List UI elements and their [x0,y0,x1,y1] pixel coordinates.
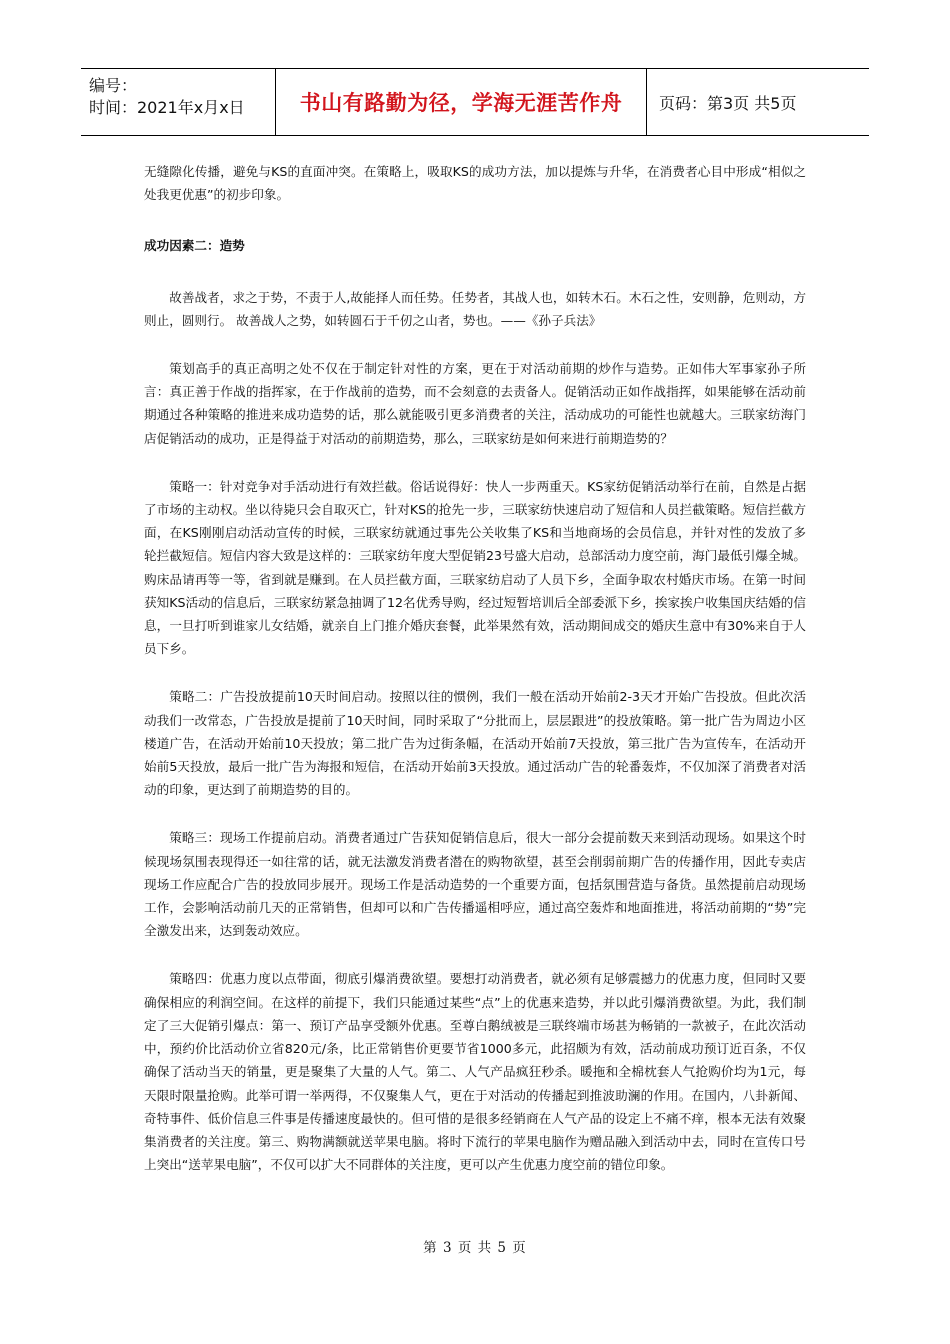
header-page-cell [647,69,869,135]
paragraph-strategy-1: 策略一：针对竞争对手活动进行有效拦截。俗话说得好：快人一步两重天。KS家纺促销活动举行在前，自然是占据了市场的主动权。坐以待毙只会自取灭亡，针对KS的抢先一步，三联家纺快速启动了短信和人员拦截策略。短信拦截方面，在KS刚刚启动活动宣传的时候，三联家纺就通过事先公关收集了KS和当地商场的会员信息，并针对性的发放了多轮拦截短信。短信内容大致是这样的：三联家纺年度大型促销23号盛大启动，总部活动力度空前，海门最低引爆全城。购床品请再等一等，省到就是赚到。在人员拦截方面，三联家纺启动了人员下乡，全面争取农村婚庆市场。在第一时间获知KS活动的信息后，三联家纺紧急抽调了12名优秀导购，经过短暂培训后全部委派下乡，挨家挨户收集国庆结婚的信息，一旦打听到谁家儿女结婚，就亲自上门推介婚庆套餐，此举果然有效，活动期间成交的婚庆生意中有30%来自于人员下乡。 [144,478,806,657]
quote-paragraph: 故善战者，求之于势，不责于人,故能择人而任势。任势者，其战人也，如转木石。木石之性，安则静，危则动，方则止，圆则行。 故善战人之势，如转圆石于千仞之山者，势也。——《孙子兵法》 [144,289,806,328]
document-date-label: 时间：2021年x月x日 [89,98,245,117]
header-meta-cell [81,69,276,135]
page-footer: 第 3 页 共 5 页 [423,1240,527,1256]
paragraph-strategy-3: 策略三：现场工作提前启动。消费者通过广告获知促销信息后，很大一部分会提前数天来到活动现场。如果这个时候现场氛围表现得还一如往常的话，就无法激发消费者潜在的购物欲望，甚至会削弱前期广告的传播作用，因此专卖店现场工作应配合广告的投放同步展开。现场工作是活动造势的一个重要方面，包括氛围营造与备货。虽然提前启动现场工作，会影响活动前几天的正常销售，但却可以和广告传播遥相呼应，通过高空轰炸和地面推进，将活动前期的“势”完全激发出来，达到轰动效应。 [144,830,806,939]
header-motto-cell [276,69,647,135]
header-page-label: 页码：第3页 共5页 [659,93,797,113]
header-motto: 书山有路勤为径，学海无涯苦作舟 [299,91,623,115]
document-body [144,160,806,1176]
paragraph-continued: 无缝隙化传播，避免与KS的直面冲突。在策略上，吸取KS的成功方法，加以提炼与升华，在消费者心目中形成“相似之处我更优惠”的初步印象。 [144,164,806,203]
paragraph-intro: 策划高手的真正高明之处不仅在于制定针对性的方案，更在于对活动前期的炒作与造势。正如伟大军事家孙子所言：真正善于作战的指挥家，在于作战前的造势，而不会刻意的去责备人。促销活动正如作战指挥，如果能够在活动前期通过各种策略的推进来成功造势的话，那么就能吸引更多消费者的关注，活动成功的可能性也就越大。三联家纺海门店促销活动的成功，正是得益于对活动的前期造势，那么，三联家纺是如何来进行前期造势的？ [144,361,806,446]
document-number-label: 编号： [89,76,138,95]
section-heading: 成功因素二：造势 [144,238,245,254]
paragraph-strategy-2: 策略二：广告投放提前10天时间启动。按照以往的惯例，我们一般在活动开始前2-3天才开始广告投放。但此次活动我们一改常态，广告投放是提前了10天时间，同时采取了“分批而上，层层跟进”的投放策略。第一批广告为周边小区楼道广告，在活动开始前10天投放；第二批广告为过街条幅，在活动开始前7天投放，第三批广告为宣传车，在活动开始前5天投放，最后一批广告为海报和短信，在活动开始前3天投放。通过活动广告的轮番轰炸，不仅加深了消费者对活动的印象，更达到了前期造势的目的。 [144,689,806,798]
paragraph-strategy-4: 策略四：优惠力度以点带面，彻底引爆消费欲望。要想打动消费者，就必须有足够震撼力的优惠力度，但同时又要确保相应的利润空间。在这样的前提下，我们只能通过某些“点”上的优惠来造势，并以此引爆消费欲望。为此，我们制定了三大促销引爆点：第一、预订产品享受额外优惠。至尊白鹅绒被是三联终端市场甚为畅销的一款被子，在此次活动中，预约价比活动价立省820元/条，比正常销售价更要节省1000多元，此招颇为有效，活动前成功预订近百条，不仅确保了活动当天的销量，更是聚集了大量的人气。第二、人气产品疯狂秒杀。暖拖和全棉枕套人气抢购价均为1元，每天限时限量抢购。此举可谓一举两得，不仅聚集人气，更在于对活动的传播起到推波助澜的作用。在国内，八卦新闻、奇特事件、低价信息三件事是传播速度最快的。但可惜的是很多经销商在人气产品的设定上不痛不痒，根本无法有效聚集消费者的关注度。第三、购物满额就送苹果电脑。将时下流行的苹果电脑作为赠品融入到活动中去，同时在宣传口号上突出“送苹果电脑”，不仅可以扩大不同群体的关注度，更可以产生优惠力度空前的错位印象。 [144,971,806,1173]
page-header [81,68,869,136]
